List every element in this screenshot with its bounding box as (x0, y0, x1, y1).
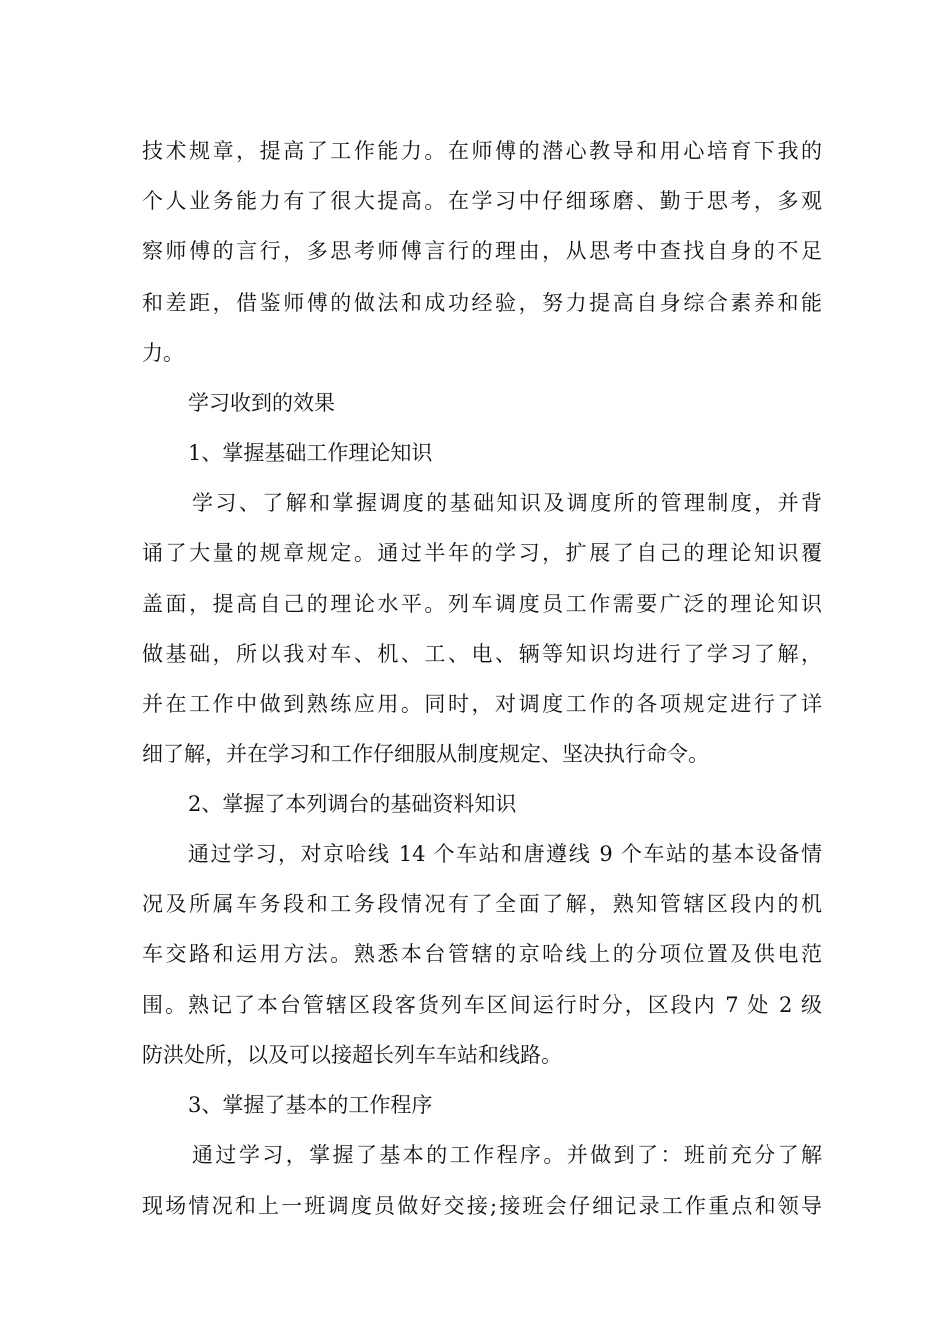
paragraph-line: 通过学习，掌握了基本的工作程序。并做到了：班前充分了解 (192, 1143, 822, 1167)
paragraph-line: 防洪处所，以及可以接超长列车车站和线路。 (142, 1043, 562, 1067)
paragraph-line: 学习、了解和掌握调度的基础知识及调度所的管理制度，并背 (192, 491, 822, 515)
paragraph-line: 通过学习，对京哈线 14 个车站和唐遵线 9 个车站的基本设备情 (188, 842, 822, 866)
paragraph-line: 技术规章，提高了工作能力。在师傅的潜心教导和用心培育下我的 (142, 139, 822, 163)
paragraph-line: 况及所属车务段和工务段情况有了全面了解，熟知管辖区段内的机 (142, 892, 822, 916)
item-3-title: 3、掌握了基本的工作程序 (188, 1093, 433, 1117)
paragraph-line: 诵了大量的规章规定。通过半年的学习，扩展了自己的理论知识覆 (142, 541, 822, 565)
paragraph-line: 并在工作中做到熟练应用。同时，对调度工作的各项规定进行了详 (142, 692, 822, 716)
paragraph-line: 车交路和运用方法。熟悉本台管辖的京哈线上的分项位置及供电范 (142, 942, 822, 966)
paragraph-line: 现场情况和上一班调度员做好交接;接班会仔细记录工作重点和领导 (142, 1194, 822, 1218)
item-2-title: 2、掌握了本列调台的基础资料知识 (188, 792, 517, 816)
section-title: 学习收到的效果 (188, 391, 335, 415)
item-1-title: 1、掌握基础工作理论知识 (188, 441, 433, 465)
paragraph-line: 力。 (142, 341, 184, 365)
paragraph-line: 个人业务能力有了很大提高。在学习中仔细琢磨、勤于思考，多观 (142, 189, 822, 213)
paragraph-line: 细了解，并在学习和工作仔细服从制度规定、坚决执行命令。 (142, 742, 709, 766)
paragraph-line: 和差距，借鉴师傅的做法和成功经验，努力提高自身综合素养和能 (142, 291, 822, 315)
paragraph-line: 围。熟记了本台管辖区段客货列车区间运行时分，区段内 7 处 2 级 (142, 993, 822, 1017)
paragraph-line: 察师傅的言行，多思考师傅言行的理由，从思考中查找自身的不足 (142, 239, 822, 263)
paragraph-line: 做基础，所以我对车、机、工、电、辆等知识均进行了学习了解， (142, 642, 822, 666)
paragraph-line: 盖面，提高自己的理论水平。列车调度员工作需要广泛的理论知识 (142, 592, 822, 616)
